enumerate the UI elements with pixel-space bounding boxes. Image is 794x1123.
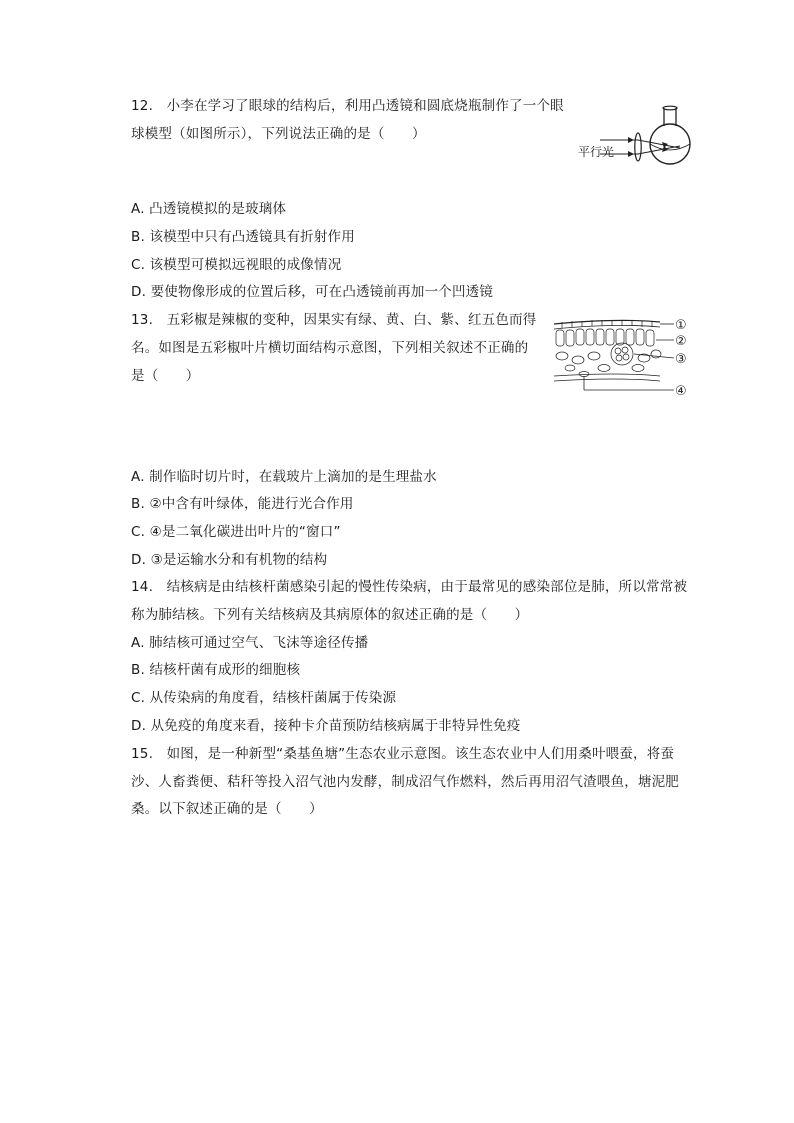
q12-option-a: A. 凸透镜模拟的是玻璃体 — [131, 201, 287, 217]
q14-option-b: B. 结核杆菌有成形的细胞核 — [131, 662, 301, 678]
q13-text-1: 五彩椒是辣椒的变种，因果实有绿、黄、白、紫、红五色而得 — [166, 312, 537, 328]
q15-line-3: 桑。以下叙述正确的是（ ） — [131, 801, 323, 817]
mark-1: ① — [675, 318, 687, 333]
q13-option-b: B. ②中含有叶绿体，能进行光合作用 — [131, 496, 354, 512]
q14-line-1 — [131, 577, 687, 597]
q13-option-d: D. ③是运输水分和有机物的结构 — [131, 552, 328, 568]
q14-option-c: C. 从传染病的角度看，结核杆菌属于传染源 — [131, 690, 397, 706]
q15-text-1: 如图，是一种新型“桑基鱼塘”生态农业示意图。该生态农业中人们用桑叶喂蚕，将蚕 — [166, 746, 675, 762]
q12-option-c: C. 该模型可模拟远视眼的成像情况 — [131, 257, 342, 273]
q12-option-b: B. 该模型中只有凸透镜具有折射作用 — [131, 229, 355, 245]
q14-number: 14. — [131, 579, 154, 595]
parallel-light-label: 平行光 — [578, 145, 615, 159]
q13-line-1 — [131, 310, 536, 330]
leaf-cross-section-figure — [548, 312, 696, 402]
q14-line-2: 称为肺结核。下列有关结核病及其病原体的叙述正确的是（ ） — [131, 607, 529, 623]
q12-number: 12. — [131, 98, 154, 114]
q14-option-d: D. 从免疫的角度来看，接种卡介苗预防结核病属于非特异性免疫 — [131, 718, 521, 734]
q15-line-2: 沙、人畜粪便、秸秆等投入沼气池内发酵，制成沼气作燃料，然后再用沼气渣喂鱼，塘泥肥 — [131, 774, 679, 790]
q15-number: 15. — [131, 746, 154, 762]
q12-line-1 — [131, 96, 564, 116]
q13-line-3: 是（ ） — [131, 368, 200, 384]
q13-number: 13. — [131, 312, 154, 328]
q13-line-2: 名。如图是五彩椒叶片横切面结构示意图，下列相关叙述不正确的 — [131, 340, 529, 356]
q13-option-a: A. 制作临时切片时，在载玻片上滴加的是生理盐水 — [131, 469, 437, 485]
mark-2: ② — [675, 334, 687, 349]
q14-text-1: 结核病是由结核杆菌感染引起的慢性传染病，由于最常见的感染部位是肺，所以常常被 — [166, 579, 688, 595]
q12-text-1: 小李在学习了眼球的结构后，利用凸透镜和圆底烧瓶制作了一个眼 — [166, 98, 564, 114]
mark-3: ③ — [675, 352, 687, 367]
q14-option-a: A. 肺结核可通过空气、飞沫等途径传播 — [131, 635, 369, 651]
q12-line-2: 球模型（如图所示），下列说法正确的是（ ） — [131, 126, 426, 142]
eye-model-figure — [576, 104, 696, 174]
mark-4: ④ — [675, 384, 687, 399]
q13-option-c: C. ④是二氧化碳进出叶片的“窗口” — [131, 524, 341, 540]
q12-option-d: D. 要使物像形成的位置后移，可在凸透镜前再加一个凹透镜 — [131, 284, 494, 300]
q15-line-1 — [131, 744, 674, 764]
